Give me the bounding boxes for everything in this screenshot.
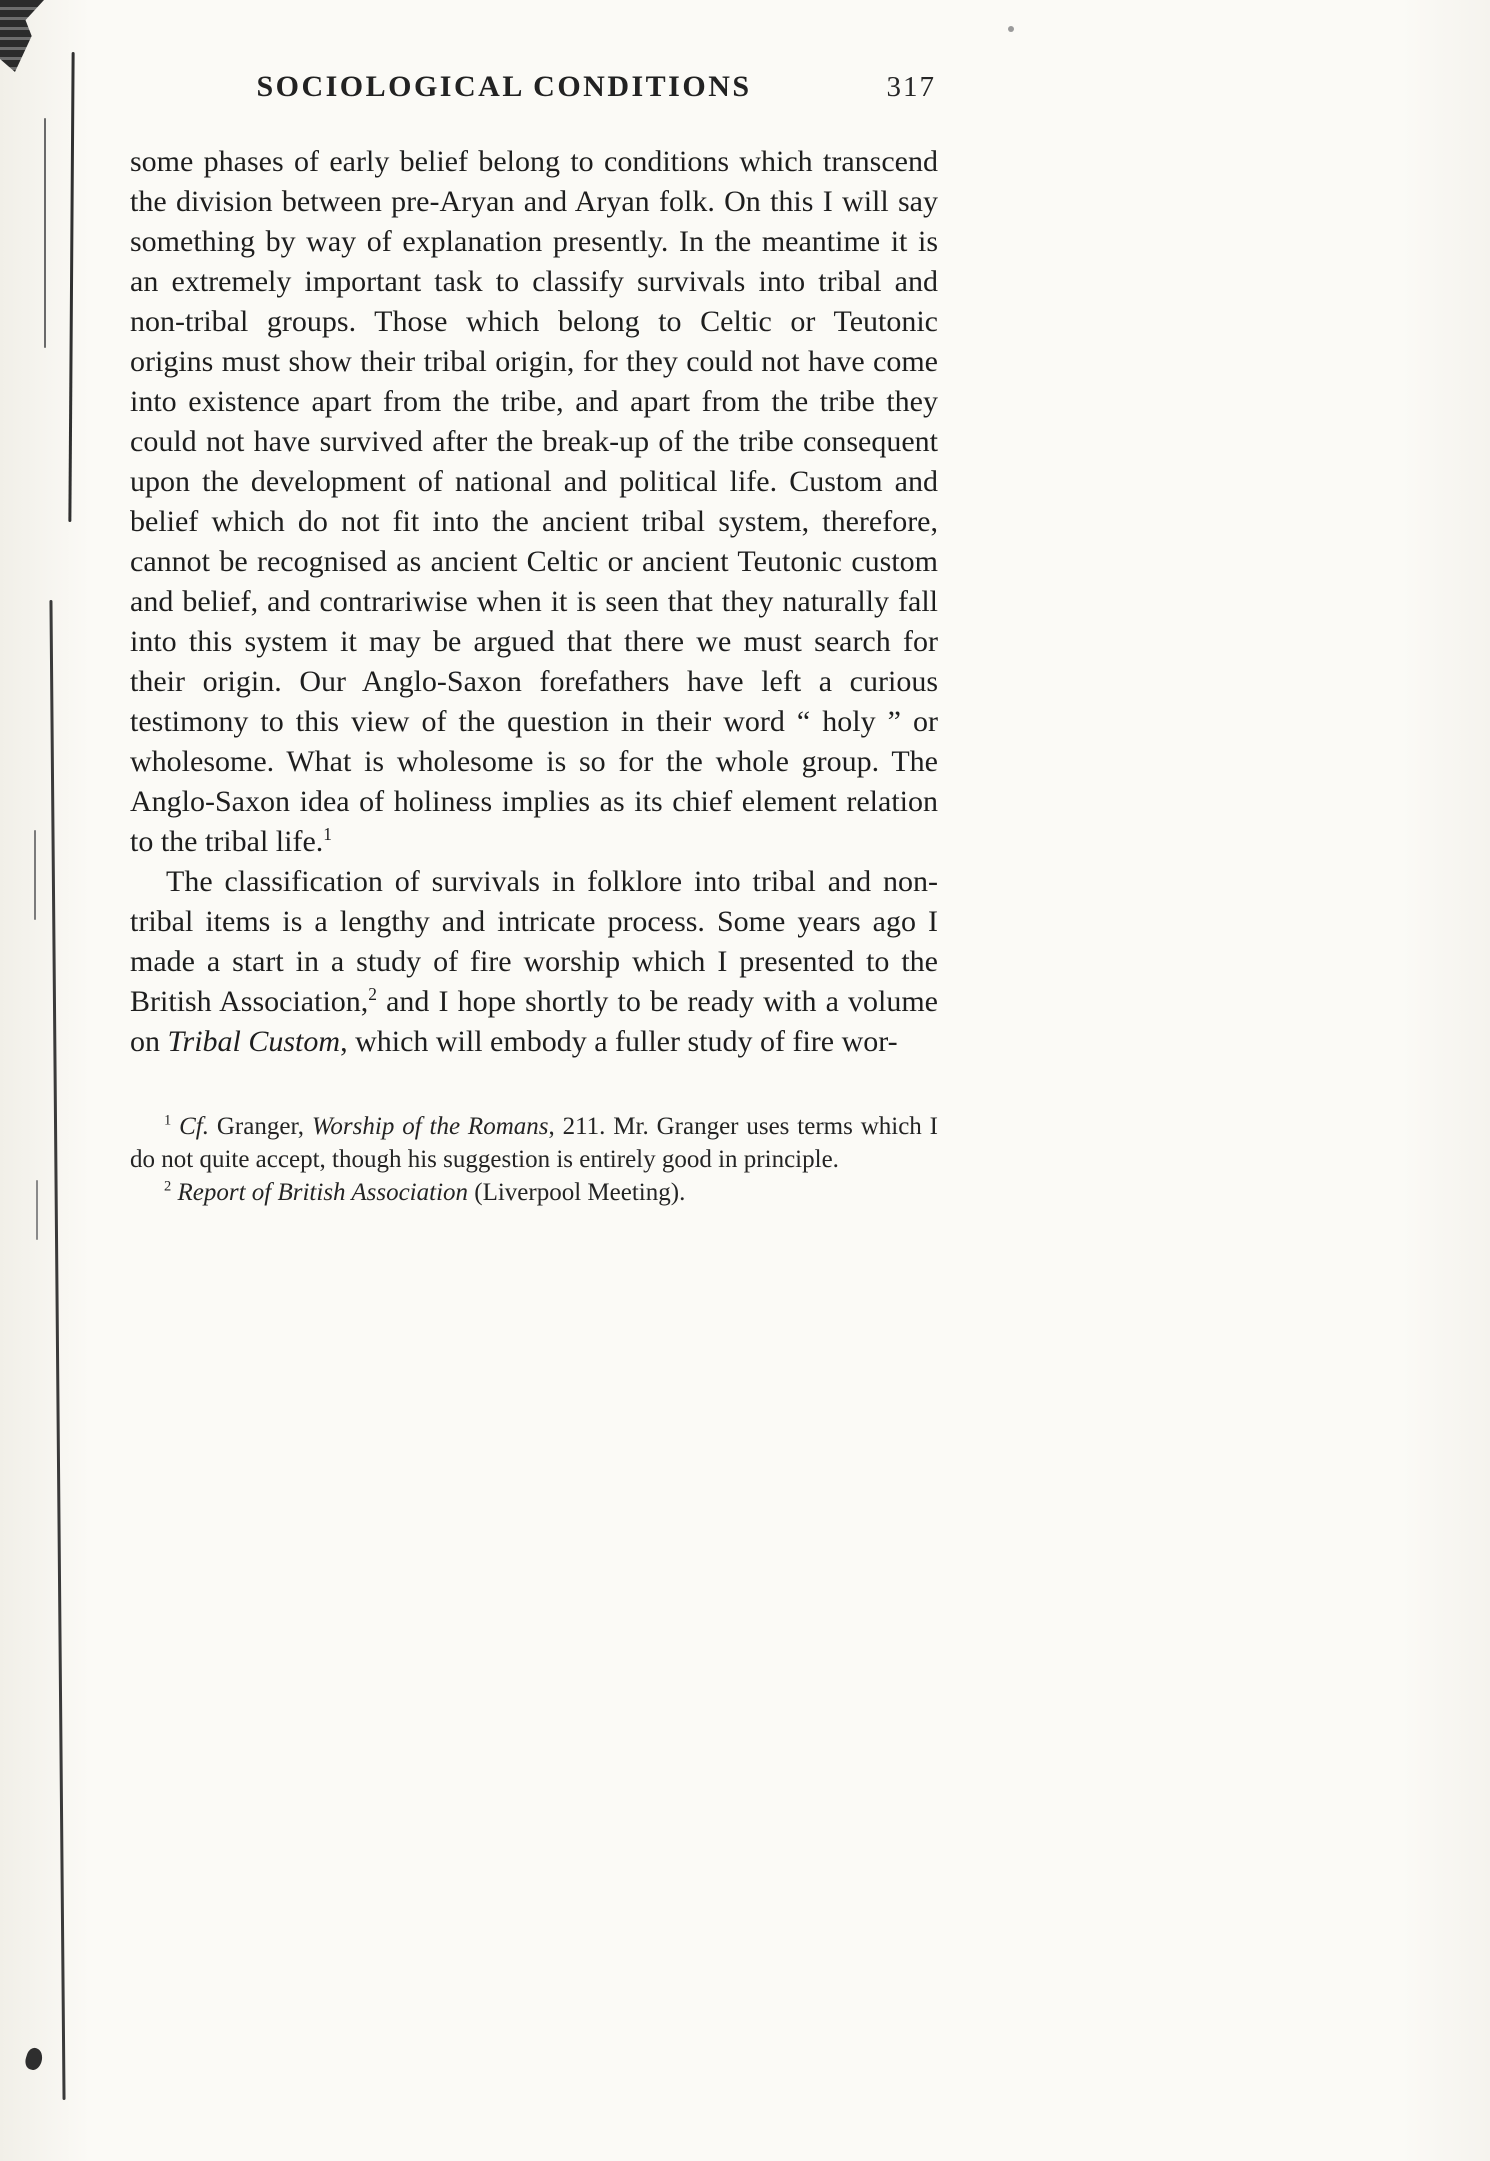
scan-artifact-binding-line [49,600,65,2100]
page-number: 317 [886,71,936,103]
book-page [130,70,938,1209]
footnotes [130,1110,938,1209]
footnote: $^1$ Cf. Granger, Worship of the Romans, 211. Mr. Granger uses terms which I do not quite accept, though his suggestion is entirely good in principle. [130,1112,938,1173]
running-head [130,70,938,114]
scan-artifact-binding-line [34,830,36,920]
scan-artifact-binding-line [44,118,46,348]
body-paragraph: The classification of survivals in folklore into tribal and non-tribal items is a lengthy and intricate process. Some years ago I made a start in a study of fire worship which I presented to the British Association,$^2$ and I hope shortly to be ready with a volume on Tribal Custom, which will embody a fuller study of fire wor- [130,865,938,1058]
page-title: SOCIOLOGICAL CONDITIONS [256,70,752,103]
scan-artifact-binding-line [36,1180,38,1240]
body-text [130,142,938,1062]
scan-artifact-corner-blob [0,0,44,72]
footnote: $^2$ Report of British Association (Liverpool Meeting). [164,1178,686,1206]
scan-artifact-speck [1008,26,1014,32]
body-paragraph: some phases of early belief belong to conditions which transcend the division between pre-Aryan and Aryan folk. On this I will say something by way of explanation presently. In the meantime it is an extremely important task to classify survivals into tribal and non-tribal groups. Those which belong to Celtic or Teutonic origins must show their tribal origin, for they could not have come into existence apart from the tribe, and apart from the tribe they could not have survived after the break-up of the tribe consequent upon the development of national and political life. Custom and belief which do not fit into the ancient tribal system, therefore, cannot be recognised as ancient Celtic or ancient Teutonic custom and belief, and contrariwise when it is seen that they naturally fall into this system it may be argued that there we must search for their origin. Our Anglo-Saxon forefathers have left a curious testimony to this view of the question in their word “ holy ” or wholesome. What is wholesome is so for the whole group. The Anglo-Saxon idea of holiness implies as its chief element relation to the tribal life.$^1$ [130,145,938,858]
scan-artifact-ink-mark [23,2046,45,2072]
scan-artifact-binding-line [68,52,74,522]
